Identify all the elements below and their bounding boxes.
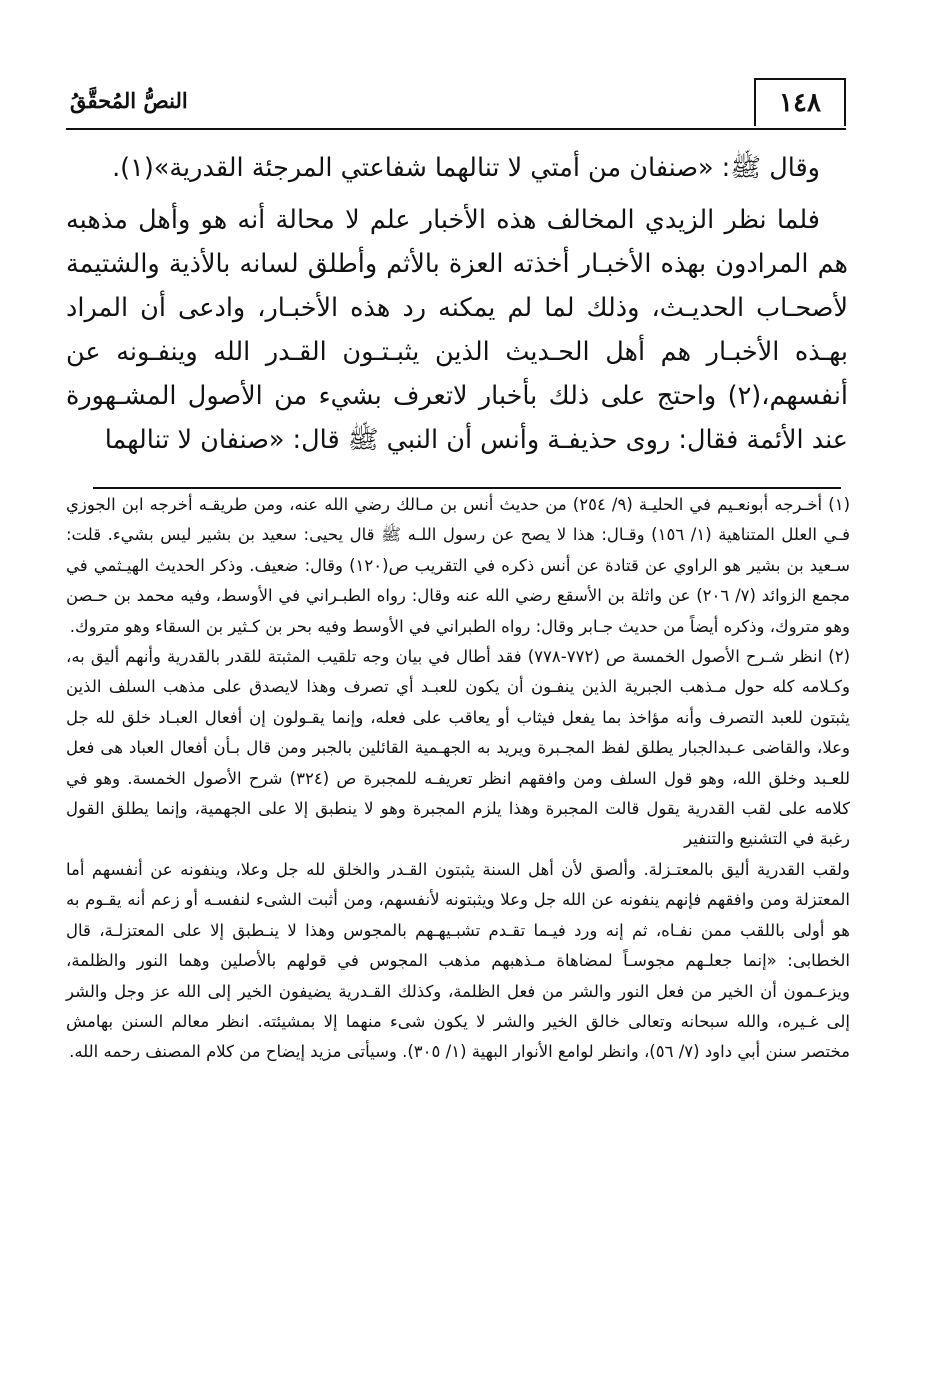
footnote-2 (66, 642, 850, 855)
page-number: ١٤٨ (754, 78, 846, 126)
footnote-2-number: (٢) (828, 647, 851, 667)
footnote-1-number: (١) (828, 495, 850, 514)
footnotes (66, 490, 850, 1068)
footnote-1-text: أخـرجه أبونعـيم في الحليـة (٩/ ٢٥٤) من حديث أنس بن مـالك رضي الله عنه، ومن طريقـه أخرجه ابن الجوزي فـي العلل المتناهية (١/ ١٥٦) وقـال: هذا لا يصح عن رسول اللـه ﷺ قال يحيى: سعيد بن بشير ليس بشيء. قلت: سـعيد بن بشير هو الراوي عن قتادة عن أنس ذكره في التقريب ص(١٢٠) وقال: ضعيف. وذكر الحديث الهيـثمي في مجمع الزوائد (٧/ ٢٠٦) عن واثلة بن الأسقع رضي الله عنه وقال: رواه الطبـراني في الأوسط، وفيه محمد بن حـصن وهو متروك، وذكره أيضاً من حديث جـابر وقال: رواه الطبراني في الأوسط وفيه بحر بن كـثير بن السقاء وهو متروك. (66, 495, 851, 636)
footnote-separator (93, 487, 841, 489)
main-paragraph-2: فلما نظر الزيدي المخالف هذه الأخبار علم لا محالة أنه هو وأهل مذهبه هم المرادون بهذه الأخبـار أخذته العزة بالأثم وأطلق لسانه بالأذية والشتيمة لأصحـاب الحديـث، وذلك لما لم يمكنه رد هذه الأخبـار، وادعى أن المراد بهـذه الأخبـار هم أهل الحـديث الذين يثبـتـون القـدر الله وينفـونه عن أنفسهم،(٢) واحتج على ذلك بأخبار لاتعرف بشيء من الأصول المشـهورة عند الأئمة فقال: روى حذيفـة وأنس أن النبي ﷺ قال: «صنفان لا تنالهما (66, 205, 848, 455)
footnote-2-text: انظر شـرح الأصول الخمسة ص (٧٧٢-٧٧٨) فقد أطال في بيان وجه تلقيب المثبتة للقدر بالقدرية وأنهم أليق به، وكـلامه كله حول مـذهب الجبرية الذين ينفـون أن يكون للعبـد أي تصرف وهذا لايصدق على مذهب السلف الذين يثبتون للعبد التصرف وأنه مؤاخذ بما يفعل فيثاب أو يعاقب على فعله، وإنما يقـولون إن أفعال العبـاد خلق لله جل وعلا، والقاضى عـبدالجبار يطلق لفظ المجـبرة ويريد به الجهـمية القائلين بالجبر ومن قال بـأن أفعال العباد هى فعل للعـبد وخلق الله، وهو قول السلف ومن وافقهم انظر تعريفـه للمجبرة ص (٣٢٤) شرح الأصول الخمسة. وهو في كلامه على لقب القدرية يقول قالت المجبرة وهذا يلزم المجبرة وهو لا ينطبق إلا على الجهمية، وإنما يطلق القول رغبة في التشنيع والتنفير (66, 647, 850, 849)
main-text (66, 146, 848, 462)
footnote-2-continuation: ولقب القدرية أليق بالمعتـزلة. وألصق لأن أهل السنة يثبتون القـدر والخلق لله جل وعلا، وينفونه عن أنفسهم أما المعتزلة ومن وافقهم فإنهم ينفونه عن الله جل وعلا ويثبتونه لأنفسهم، ومن أثبت الشىء لنفسـه أو زعم أنه يقـوم به هو أولى باللقب ممن نفـاه، ثم إنه ورد فيـما تقـدم تشبـيهـهم بالمجوس وهذا لا ينـطبق إلا على المعتزلـة، قال الخطابى: «إنما جعلـهم مجوسـاً لمضاهاة مـذهبهم مذهب المجوس في قولهم بالأصلين وهما النور والظلمة، ويزعـمون أن الخير من فعل النور والشر من فعل الظلمة، وكذلك القـدرية يضيفون الخير إلى الله عز وجل والشر إلى غـيره، والله سبحانه وتعالى خالق الخير والشر لا يكون شىء منهما إلا بمشيئته. انظر معالم السنن بهامش مختصر سنن أبي داود (٧/ ٥٦)، وانظر لوامع الأنوار البهية (١/ ٣٠٥). وسيأتى مزيد إيضاح من كلام المصنف رحمه الله. (66, 859, 850, 1062)
footnote-1 (66, 490, 850, 642)
running-header (66, 78, 846, 130)
running-title: النصُّ المُحقَّقُ (70, 88, 188, 113)
main-paragraph-1: وقال ﷺ: «صنفان من أمتي لا تنالهما شفاعتي المرجئة القدرية»(١). (112, 153, 820, 183)
